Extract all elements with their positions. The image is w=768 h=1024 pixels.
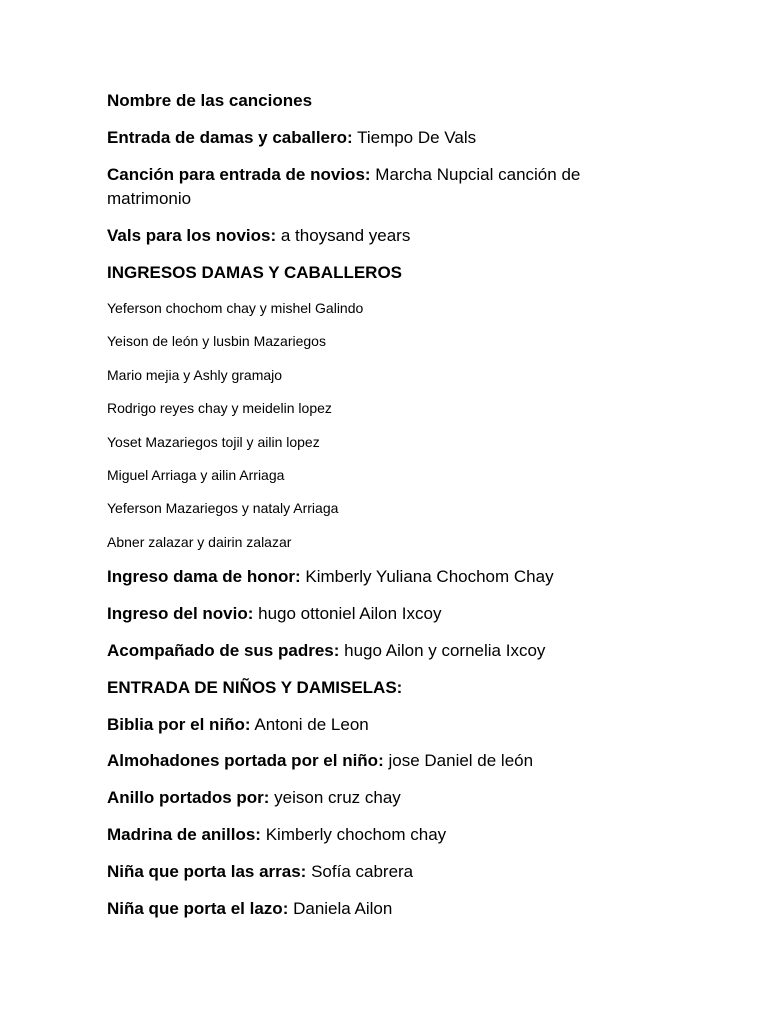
kid-label: Anillo portados por: [107, 788, 270, 807]
entry-value: Kimberly Yuliana Chochom Chay [305, 567, 554, 586]
entry-padres [107, 639, 667, 663]
entry-label: Acompañado de sus padres: [107, 641, 340, 660]
song-value: Tiempo De Vals [357, 128, 477, 147]
song-entry-novios [107, 163, 667, 211]
entry-label: Ingreso del novio: [107, 604, 254, 623]
kid-value: jose Daniel de león [388, 751, 534, 770]
kid-value: Daniela Ailon [293, 899, 393, 918]
song-label: Entrada de damas y caballero: [107, 128, 353, 147]
kid-entry-almohadones [107, 749, 667, 773]
kid-entry-madrina [107, 823, 667, 847]
song-entry-vals [107, 224, 667, 248]
song-label: Vals para los novios: [107, 226, 277, 245]
couple-item: Abner zalazar y dairin zalazar [107, 534, 292, 550]
kid-entry-anillo [107, 786, 667, 810]
kid-value: yeison cruz chay [274, 788, 401, 807]
couple-item: Rodrigo reyes chay y meidelin lopez [107, 400, 332, 416]
couples-heading: INGRESOS DAMAS Y CABALLEROS [107, 263, 403, 282]
couple-item: Yeferson Mazariegos y nataly Arriaga [107, 500, 339, 516]
kid-label: Madrina de anillos: [107, 825, 261, 844]
couple-item: Yoset Mazariegos tojil y ailin lopez [107, 434, 320, 450]
entry-novio [107, 602, 667, 626]
kid-value: Sofía cabrera [311, 862, 414, 881]
song-entry-damas [107, 126, 667, 150]
couple-item: Yeferson chochom chay y mishel Galindo [107, 300, 364, 316]
kid-value: Antoni de Leon [254, 715, 369, 734]
entry-label: Ingreso dama de honor: [107, 567, 301, 586]
kids-heading: ENTRADA DE NIÑOS Y DAMISELAS: [107, 678, 403, 697]
kid-entry-arras [107, 860, 667, 884]
kid-label: Almohadones portada por el niño: [107, 751, 384, 770]
kid-label: Niña que porta el lazo: [107, 899, 289, 918]
entry-value: hugo Ailon y cornelia Ixcoy [344, 641, 546, 660]
couple-item: Mario mejia y Ashly gramajo [107, 367, 283, 383]
couple-item: Miguel Arriaga y ailin Arriaga [107, 467, 285, 483]
kid-entry-lazo [107, 897, 667, 921]
entry-dama-honor [107, 565, 667, 589]
kid-label: Biblia por el niño: [107, 715, 251, 734]
kid-entry-biblia [107, 713, 667, 737]
kid-value: Kimberly chochom chay [265, 825, 447, 844]
songs-heading: Nombre de las canciones [107, 91, 313, 110]
entry-value: hugo ottoniel Ailon Ixcoy [258, 604, 442, 623]
kid-label: Niña que porta las arras: [107, 862, 307, 881]
song-value: a thoysand years [280, 226, 411, 245]
couple-item: Yeison de león y lusbin Mazariegos [107, 333, 326, 349]
song-value: Marcha Nupcial canción de matrimonio [107, 165, 581, 208]
song-label: Canción para entrada de novios: [107, 165, 371, 184]
